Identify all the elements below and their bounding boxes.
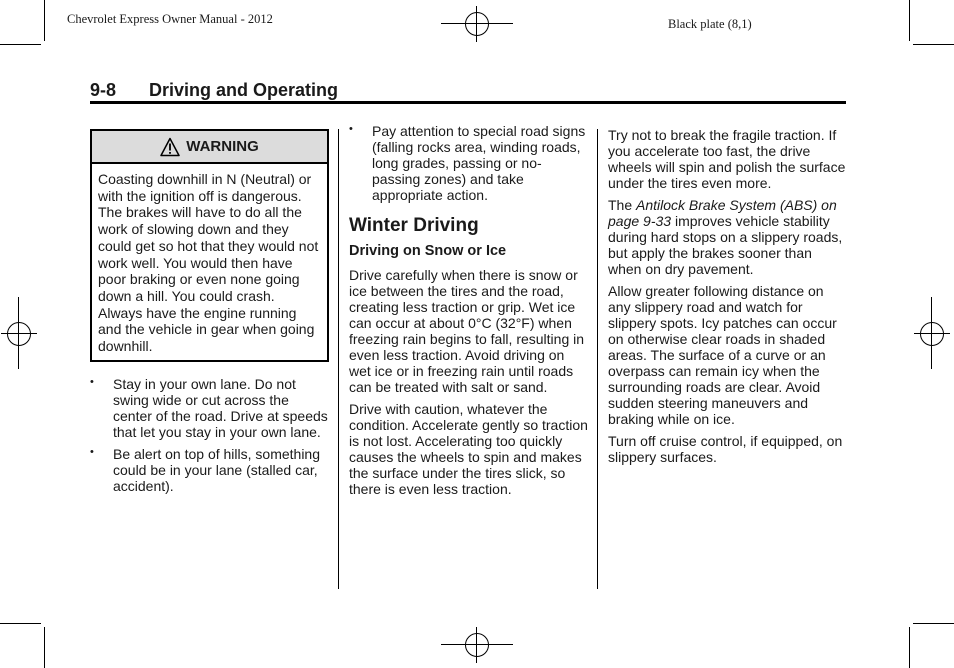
crop-mark (913, 44, 954, 45)
column-3 (608, 127, 848, 471)
paragraph: Turn off cruise control, if equipped, on slippery surfaces. (608, 433, 843, 465)
paragraph (608, 197, 848, 277)
column-divider (597, 129, 598, 589)
crop-mark (441, 644, 513, 645)
paragraph-text: improves vehicle stability during hard stops on a slippery roads, but apply the brakes sooner than when on dry pavement. (608, 213, 843, 277)
abs-page-reference-link[interactable]: Antilock Brake System (ABS) on page 9-33 (608, 197, 837, 229)
paragraph: Try not to break the fragile traction. If you accelerate too fast, the drive wheels will spin and polish the surface under the tires even more. (608, 127, 846, 191)
subheading-snow-ice: Driving on Snow or Ice (349, 243, 507, 259)
registration-mark-icon (459, 627, 495, 663)
warning-triangle-icon (160, 137, 180, 157)
crop-mark (18, 297, 19, 369)
crop-mark (0, 623, 41, 624)
crop-mark (44, 0, 45, 41)
paragraph: Drive with caution, whatever the condition. Accelerate gently so traction is not lost. Accelerating too quickly causes the wheels to spin and makes the surface under the tires slick, so there is even less traction. (349, 401, 588, 497)
section-rule (90, 101, 846, 104)
registration-mark-icon (914, 316, 950, 352)
warning-title: WARNING (186, 138, 259, 155)
crop-mark (909, 627, 910, 668)
crop-mark (441, 23, 513, 24)
list-item: • Be alert on top of hills, something could be in your lane (stalled car, accident). (90, 446, 321, 494)
bullet-icon: • (349, 123, 353, 135)
registration-mark-icon (1, 316, 37, 352)
section-title: Driving and Operating (149, 80, 339, 100)
crop-mark (909, 0, 910, 41)
list-item: • Pay attention to special road signs (falling rocks area, winding roads, long grades, passing or no-passing zones) and take appropriate action. (349, 123, 586, 203)
list-item: • Stay in your own lane. Do not swing wide or cut across the center of the road. Drive at speeds that let you stay in your own lane. (90, 376, 328, 440)
page-number: 9-8 (90, 80, 117, 100)
print-header-title: Chevrolet Express Owner Manual - 2012 (67, 12, 273, 26)
warning-box (90, 129, 329, 362)
crop-mark (44, 627, 45, 668)
column2-bullet-list (349, 123, 589, 203)
print-header-plate: Black plate (8,1) (668, 17, 752, 31)
column-divider (338, 129, 339, 589)
paragraph: Allow greater following distance on any slippery road and watch for slippery spots. Icy patches can occur on otherwise clear roads in shaded areas. The surface of a curve or an overpass can remain icy when the surrounding roads are clear. Avoid sudden steering maneuvers and braking while on ice. (608, 283, 837, 427)
warning-text: Coasting downhill in N (Neutral) or with the ignition off is dangerous. The brakes will have to do all the work of slowing down and they could get so hot that they would not work well. You would then have poor braking or even none going down a hill. You could crash. Always have the engine running and the vehicle in gear when going downhill. (98, 171, 319, 355)
column-2 (349, 123, 589, 503)
heading-winter-driving: Winter Driving (349, 215, 479, 236)
paragraph-lead: The (608, 197, 637, 213)
bullet-icon: • (90, 376, 94, 388)
warning-header (92, 131, 327, 164)
crop-mark (0, 44, 41, 45)
registration-mark-icon (459, 6, 495, 42)
column1-bullet-list (90, 376, 330, 500)
bullet-icon: • (90, 446, 94, 458)
paragraph: Drive carefully when there is snow or ice between the tires and the road, creating less traction or grip. Wet ice can occur at about 0°C (32°F) when freezing rain begins to fall, resulting in even less traction. Avoid driving on wet ice or in freezing rain until roads can be treated with salt or sand. (349, 267, 585, 395)
crop-mark (931, 297, 932, 369)
crop-mark (913, 623, 954, 624)
